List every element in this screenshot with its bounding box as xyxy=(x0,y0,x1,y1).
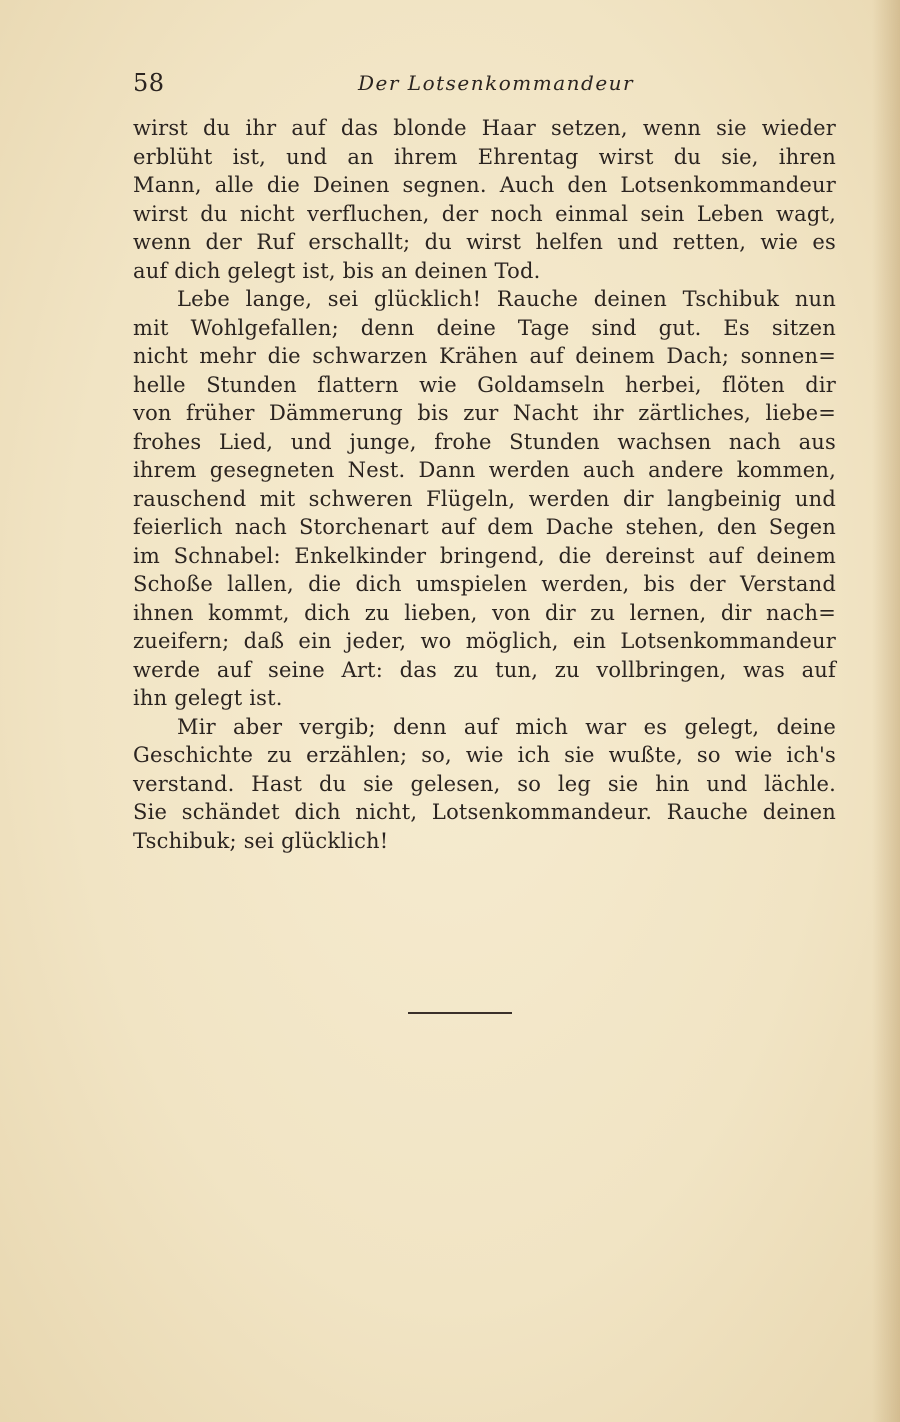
text-line: helle Stunden flattern wie Goldamseln herbei, flöten dir xyxy=(133,372,836,397)
text-line: zueifern; daß ein jeder, wo möglich, ein Lotsenkommandeur xyxy=(133,629,836,653)
text-line: Sie schändet dich nicht, Lotsenkommandeur. Rauche deinen xyxy=(133,800,836,824)
text-line: ihnen kommt, dich zu lieben, von dir zu lernen, dir nach= xyxy=(133,600,836,625)
end-rule-divider xyxy=(408,1012,512,1014)
text-line: auf dich gelegt ist, bis an deinen Tod. xyxy=(133,258,541,283)
text-line: werde auf seine Art: das zu tun, zu vollbringen, was auf xyxy=(133,657,836,682)
text-line: nicht mehr die schwarzen Krähen auf deinem Dach; sonnen= xyxy=(133,344,836,368)
text-line: wirst du nicht verfluchen, der noch einmal sein Leben wagt, xyxy=(133,201,836,226)
running-head xyxy=(133,66,833,100)
text-line: Lebe lange, sei glücklich! Rauche deinen Tschibuk nun xyxy=(177,287,836,311)
text-line: frohes Lied, und junge, frohe Stunden wachsen nach aus xyxy=(133,429,836,454)
page-edge-shadow xyxy=(872,0,900,1422)
text-line: feierlich nach Storchenart auf dem Dache stehen, den Segen xyxy=(133,515,836,539)
text-line: Schoße lallen, die dich umspielen werden, bis der Verstand xyxy=(133,572,836,596)
text-line: erblüht ist, und an ihrem Ehrentag wirst du sie, ihren xyxy=(133,144,836,169)
text-line: Mann, alle die Deinen segnen. Auch den Lotsenkommandeur xyxy=(133,173,836,197)
text-line: im Schnabel: Enkelkinder bringend, die dereinst auf deinem xyxy=(133,543,836,568)
text-line: wenn der Ruf erschallt; du wirst helfen und retten, wie es xyxy=(133,230,836,254)
text-line: wirst du ihr auf das blonde Haar setzen, wenn sie wieder xyxy=(133,116,836,140)
text-line: Mir aber vergib; denn auf mich war es gelegt, deine xyxy=(177,714,836,739)
text-line: von früher Dämmerung bis zur Nacht ihr zärtliches, liebe= xyxy=(133,401,836,425)
text-line: rauschend mit schweren Flügeln, werden dir langbeinig und xyxy=(133,486,836,511)
page-number: 58 xyxy=(133,69,165,97)
text-line: mit Wohlgefallen; denn deine Tage sind gut. Es sitzen xyxy=(133,315,836,340)
text-line: ihn gelegt ist. xyxy=(133,686,283,710)
text-line: ihrem gesegneten Nest. Dann werden auch andere kommen, xyxy=(133,458,836,482)
body-text xyxy=(133,114,836,855)
text-line: verstand. Hast du sie gelesen, so leg sie hin und lächle. xyxy=(133,771,836,796)
text-line: Tschibuk; sei glücklich! xyxy=(133,828,389,853)
running-title: Der Lotsenkommandeur xyxy=(358,71,635,95)
text-line: Geschichte zu erzählen; so, wie ich sie wußte, so wie ich's xyxy=(133,743,836,767)
